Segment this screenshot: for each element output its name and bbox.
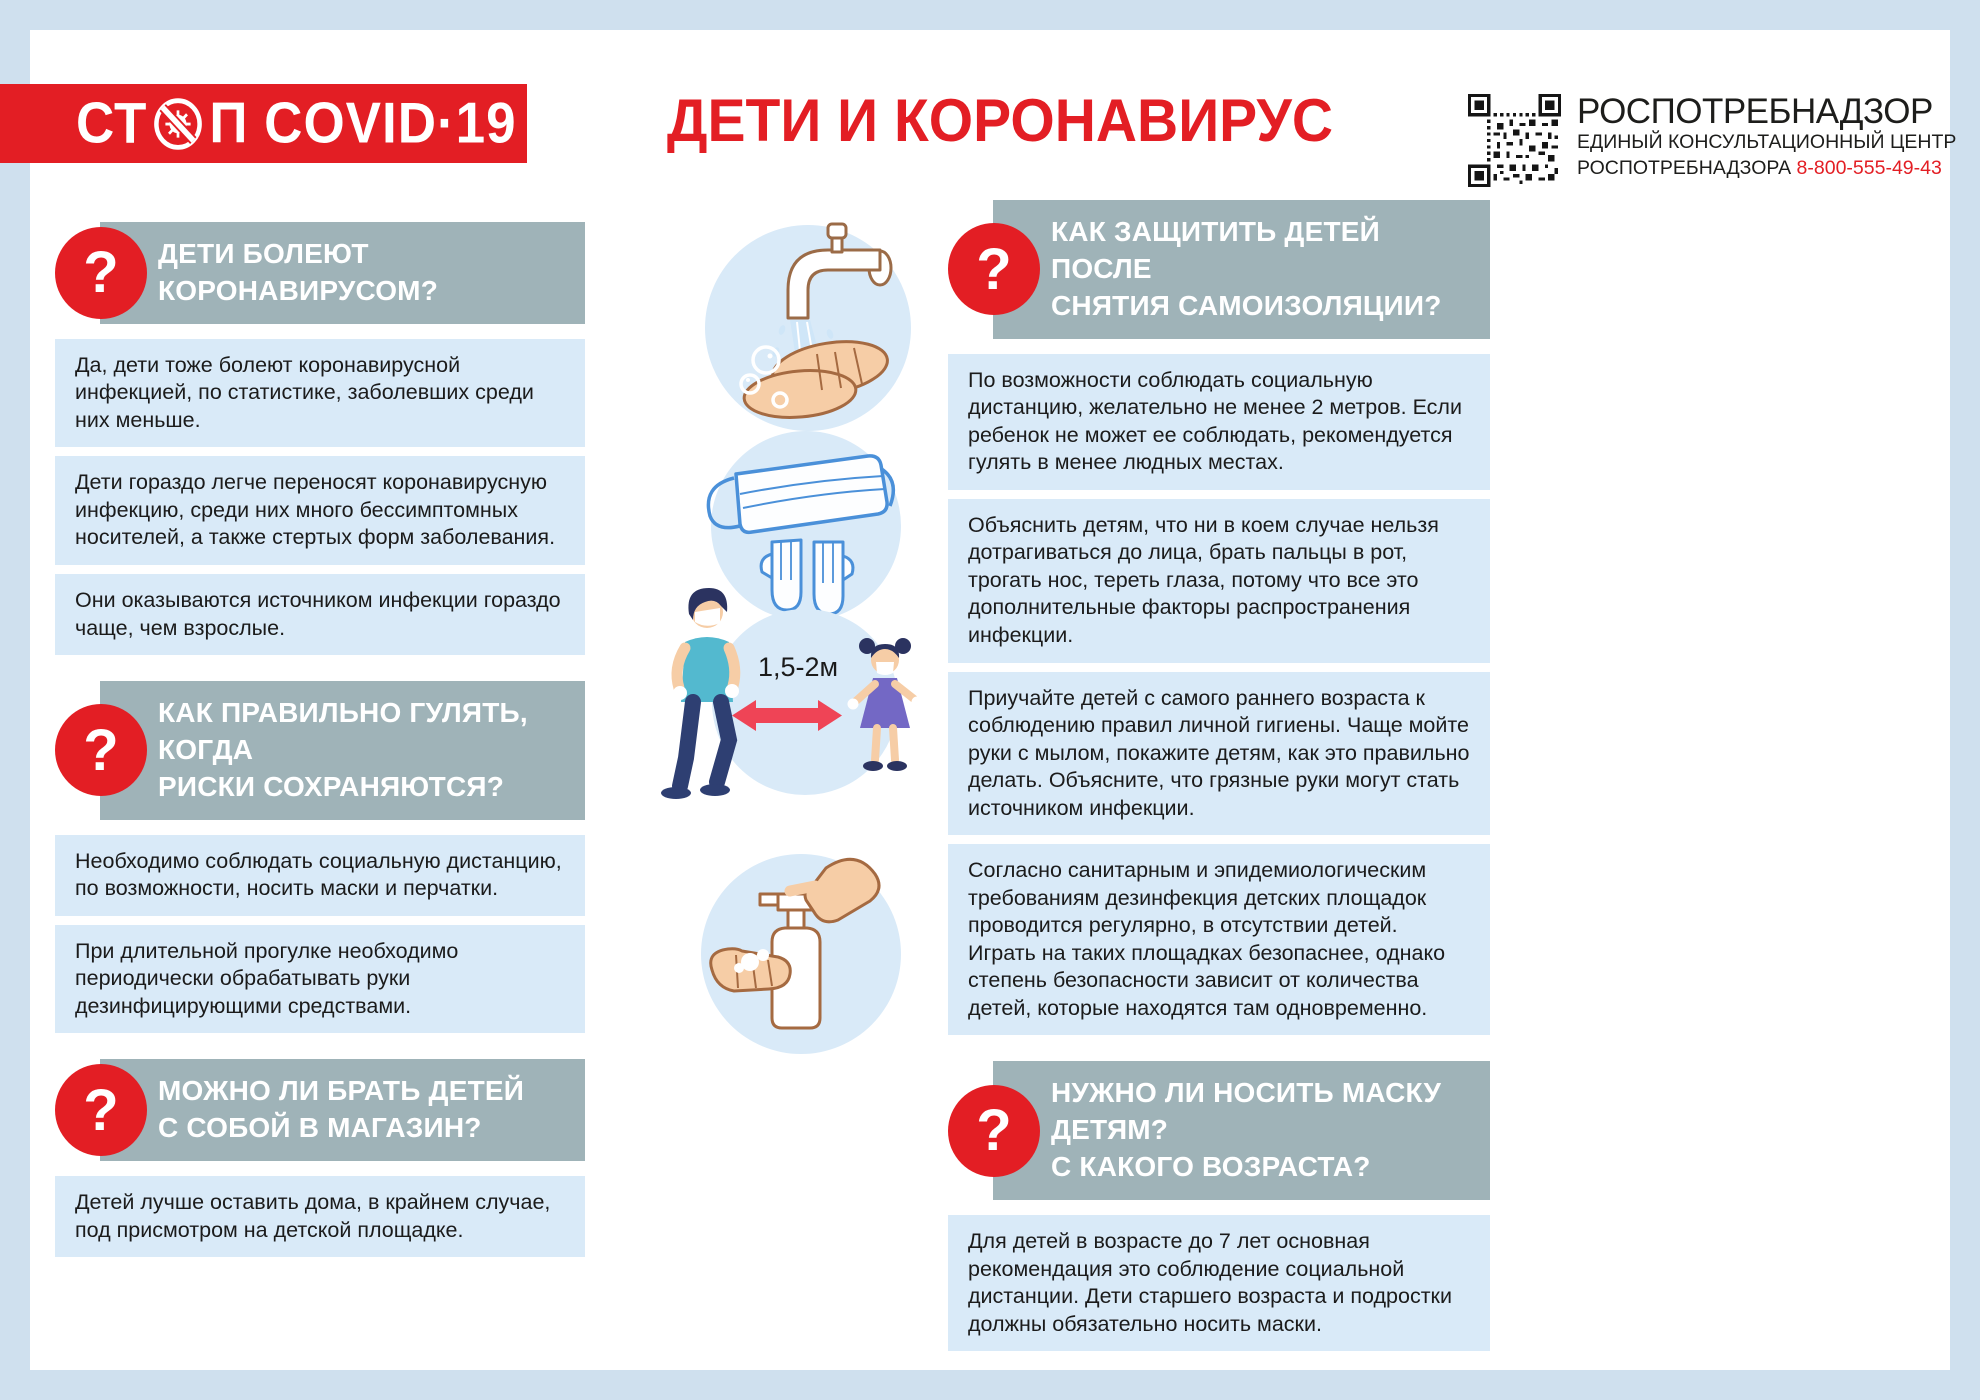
question-mark-icon: ? — [55, 704, 147, 796]
answer-text: При длительной прогулке необходимо периодически обрабатывать руки дезинфицирующими средствами. — [55, 925, 585, 1034]
section-protect-after-isolation — [948, 200, 1490, 1035]
question-title: ДЕТИ БОЛЕЮТ КОРОНАВИРУСОМ? — [100, 222, 585, 324]
distance-label: 1,5-2м — [757, 652, 839, 682]
question-title: НУЖНО ЛИ НОСИТЬ МАСКУ ДЕТЯМ? С КАКОГО ВОЗРАСТА? — [993, 1061, 1490, 1200]
section-children-get-covid — [55, 222, 585, 655]
answer-text: Они оказываются источником инфекции гораздо чаще, чем взрослые. — [55, 574, 585, 655]
agency-name: РОСПОТРЕБНАДЗОР — [1577, 92, 1933, 131]
question-title: КАК ПРАВИЛЬНО ГУЛЯТЬ, КОГДА РИСКИ СОХРАНЯЮТСЯ? — [100, 681, 585, 820]
page-title: ДЕТИ И КОРОНАВИРУС — [666, 87, 1334, 155]
question-mark-icon: ? — [948, 1085, 1040, 1177]
agency-text — [1577, 94, 1956, 182]
answer-text: Согласно санитарным и эпидемиологическим требованиям дезинфекция детских площадок проводится регулярно, в отсутствии детей. Играть на таких площадках безопаснее, однако степень безопасности зависит от количества детей, которые находятся там одновременно. — [948, 844, 1490, 1035]
section-how-to-walk — [55, 681, 585, 1033]
brand-text-right: П COVID·19 — [209, 91, 517, 156]
social-distancing-illustration — [635, 562, 947, 834]
answer-text: Объяснить детям, что ни в коем случае нельзя дотрагиваться до лица, брать пальцы в рот, трогать нос, тереть глаза, потому что все это дополнительные факторы распространения инфекции. — [948, 499, 1490, 663]
section-header — [55, 681, 585, 820]
answer-text: Приучайте детей с самого раннего возраста к соблюдению правил личной гигиены. Чаще мойте руки с мылом, покажите детям, как это правильно делать. Объясните, что грязные руки могут стать источником инфекции. — [948, 672, 1490, 836]
agency-subtitle-line1: ЕДИНЫЙ КОНСУЛЬТАЦИОННЫЙ ЦЕНТР — [1577, 131, 1957, 153]
qr-code — [1468, 94, 1561, 187]
section-children-to-shop — [55, 1059, 585, 1257]
stop-covid-brand — [76, 91, 517, 157]
brand-text-left: СТ — [76, 91, 148, 156]
crossed-virus-icon — [151, 94, 205, 152]
question-mark-icon: ? — [948, 223, 1040, 315]
answer-text: По возможности соблюдать социальную дистанцию, желательно не менее 2 метров. Если ребенок не может ее соблюдать, рекомендуется гулять в менее людных местах. — [948, 354, 1490, 490]
hand-sanitizer-illustration — [676, 822, 926, 1084]
agency-phone-number: 8-800-555-49-43 — [1796, 157, 1942, 180]
section-header — [948, 1061, 1490, 1200]
washing-hands-illustration — [678, 202, 936, 434]
answer-text: Детей лучше оставить дома, в крайнем случае, под присмотром на детской площадке. — [55, 1176, 585, 1257]
man-figure — [661, 588, 739, 799]
section-header — [948, 200, 1490, 339]
section-header — [55, 1059, 585, 1161]
agency-subtitle-line2-text: РОСПОТРЕБНАДЗОРА — [1577, 157, 1792, 180]
agency-subtitle-line2 — [1577, 155, 1956, 181]
answer-text: Необходимо соблюдать социальную дистанцию, по возможности, носить маски и перчатки. — [55, 835, 585, 916]
left-qa-column — [55, 222, 585, 1283]
question-mark-icon: ? — [55, 1064, 147, 1156]
question-title: МОЖНО ЛИ БРАТЬ ДЕТЕЙ С СОБОЙ В МАГАЗИН? — [100, 1059, 585, 1161]
section-header — [55, 222, 585, 324]
stop-covid-banner — [0, 84, 527, 163]
answer-text: Дети гораздо легче переносят коронавирусную инфекцию, среди них много бессимптомных носителей, а также стертых форм заболевания. — [55, 456, 585, 565]
section-mask-for-children — [948, 1061, 1490, 1351]
answer-text: Для детей в возрасте до 7 лет основная рекомендация это соблюдение социальной дистанции. Дети старшего возраста и подростки должны обязательно носить маски. — [948, 1215, 1490, 1351]
question-mark-icon: ? — [55, 227, 147, 319]
right-qa-column — [948, 200, 1490, 1377]
agency-block — [1468, 94, 1956, 187]
answer-text: Да, дети тоже болеют коронавирусной инфекцией, по статистике, заболевших среди них меньше. — [55, 339, 585, 448]
question-title: КАК ЗАЩИТИТЬ ДЕТЕЙ ПОСЛЕ СНЯТИЯ САМОИЗОЛЯЦИИ? — [993, 200, 1490, 339]
